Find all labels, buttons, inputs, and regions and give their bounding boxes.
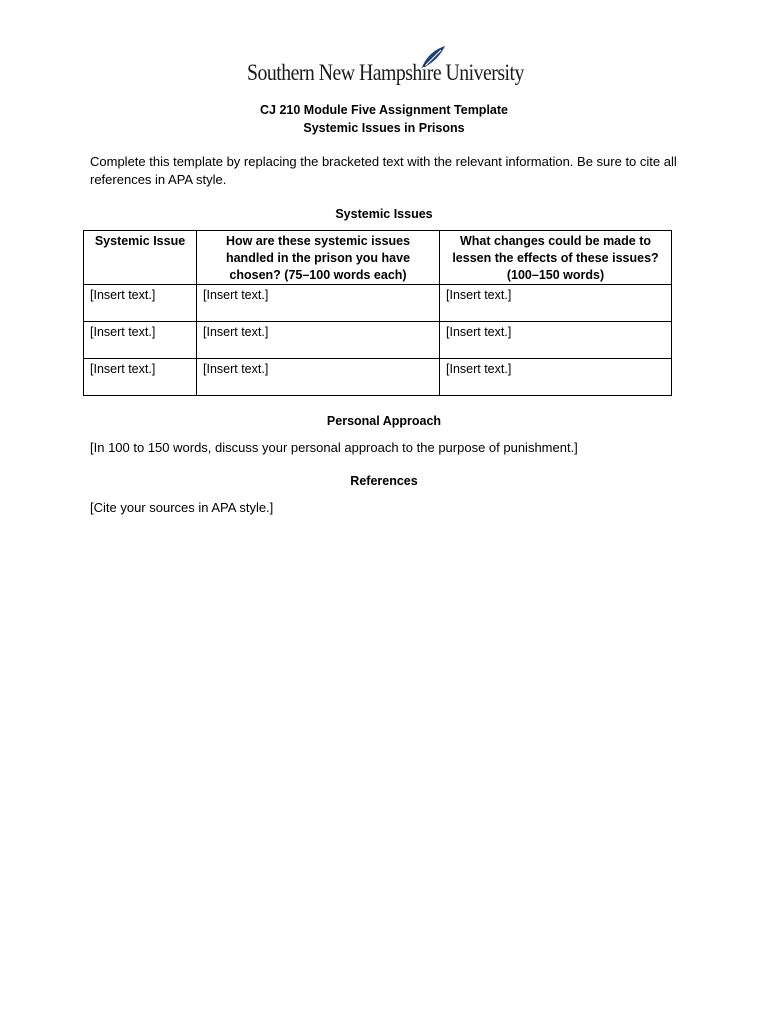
document-title: CJ 210 Module Five Assignment Template [260, 103, 508, 117]
table-cell[interactable]: [Insert text.] [197, 322, 440, 359]
table-cell[interactable]: [Insert text.] [84, 359, 197, 396]
column-header-systemic-issue: Systemic Issue [84, 231, 197, 285]
table-cell[interactable]: [Insert text.] [440, 285, 672, 322]
column-header-changes: What changes could be made to lessen the effects of these issues? (100–150 words) [440, 231, 672, 285]
document-subtitle: Systemic Issues in Prisons [303, 121, 465, 135]
table-cell[interactable]: [Insert text.] [440, 359, 672, 396]
intro-paragraph: Complete this template by replacing the bracketed text with the relevant information. Be sure to cite all references in APA style. [90, 154, 677, 187]
table-cell[interactable]: [Insert text.] [197, 359, 440, 396]
column-header-handling: How are these systemic issues handled in the prison you have chosen? (75–100 words each) [197, 231, 440, 285]
table-cell[interactable]: [Insert text.] [84, 285, 197, 322]
table-cell[interactable]: [Insert text.] [440, 322, 672, 359]
table-row [84, 322, 672, 359]
references-heading: References [350, 474, 418, 488]
personal-approach-heading: Personal Approach [326, 414, 442, 428]
table-cell[interactable]: [Insert text.] [84, 322, 197, 359]
table-header-row [84, 231, 672, 285]
table-cell[interactable]: [Insert text.] [197, 285, 440, 322]
university-logo [247, 44, 523, 92]
references-text[interactable]: [Cite your sources in APA style.] [90, 500, 274, 515]
logo-text: Southern New Hampshire University [247, 60, 524, 85]
personal-approach-text[interactable]: [In 100 to 150 words, discuss your personal approach to the purpose of punishment.] [90, 440, 578, 455]
table-row [84, 359, 672, 396]
systemic-issues-heading: Systemic Issues [335, 207, 433, 221]
systemic-issues-table [83, 230, 672, 396]
table-row [84, 285, 672, 322]
